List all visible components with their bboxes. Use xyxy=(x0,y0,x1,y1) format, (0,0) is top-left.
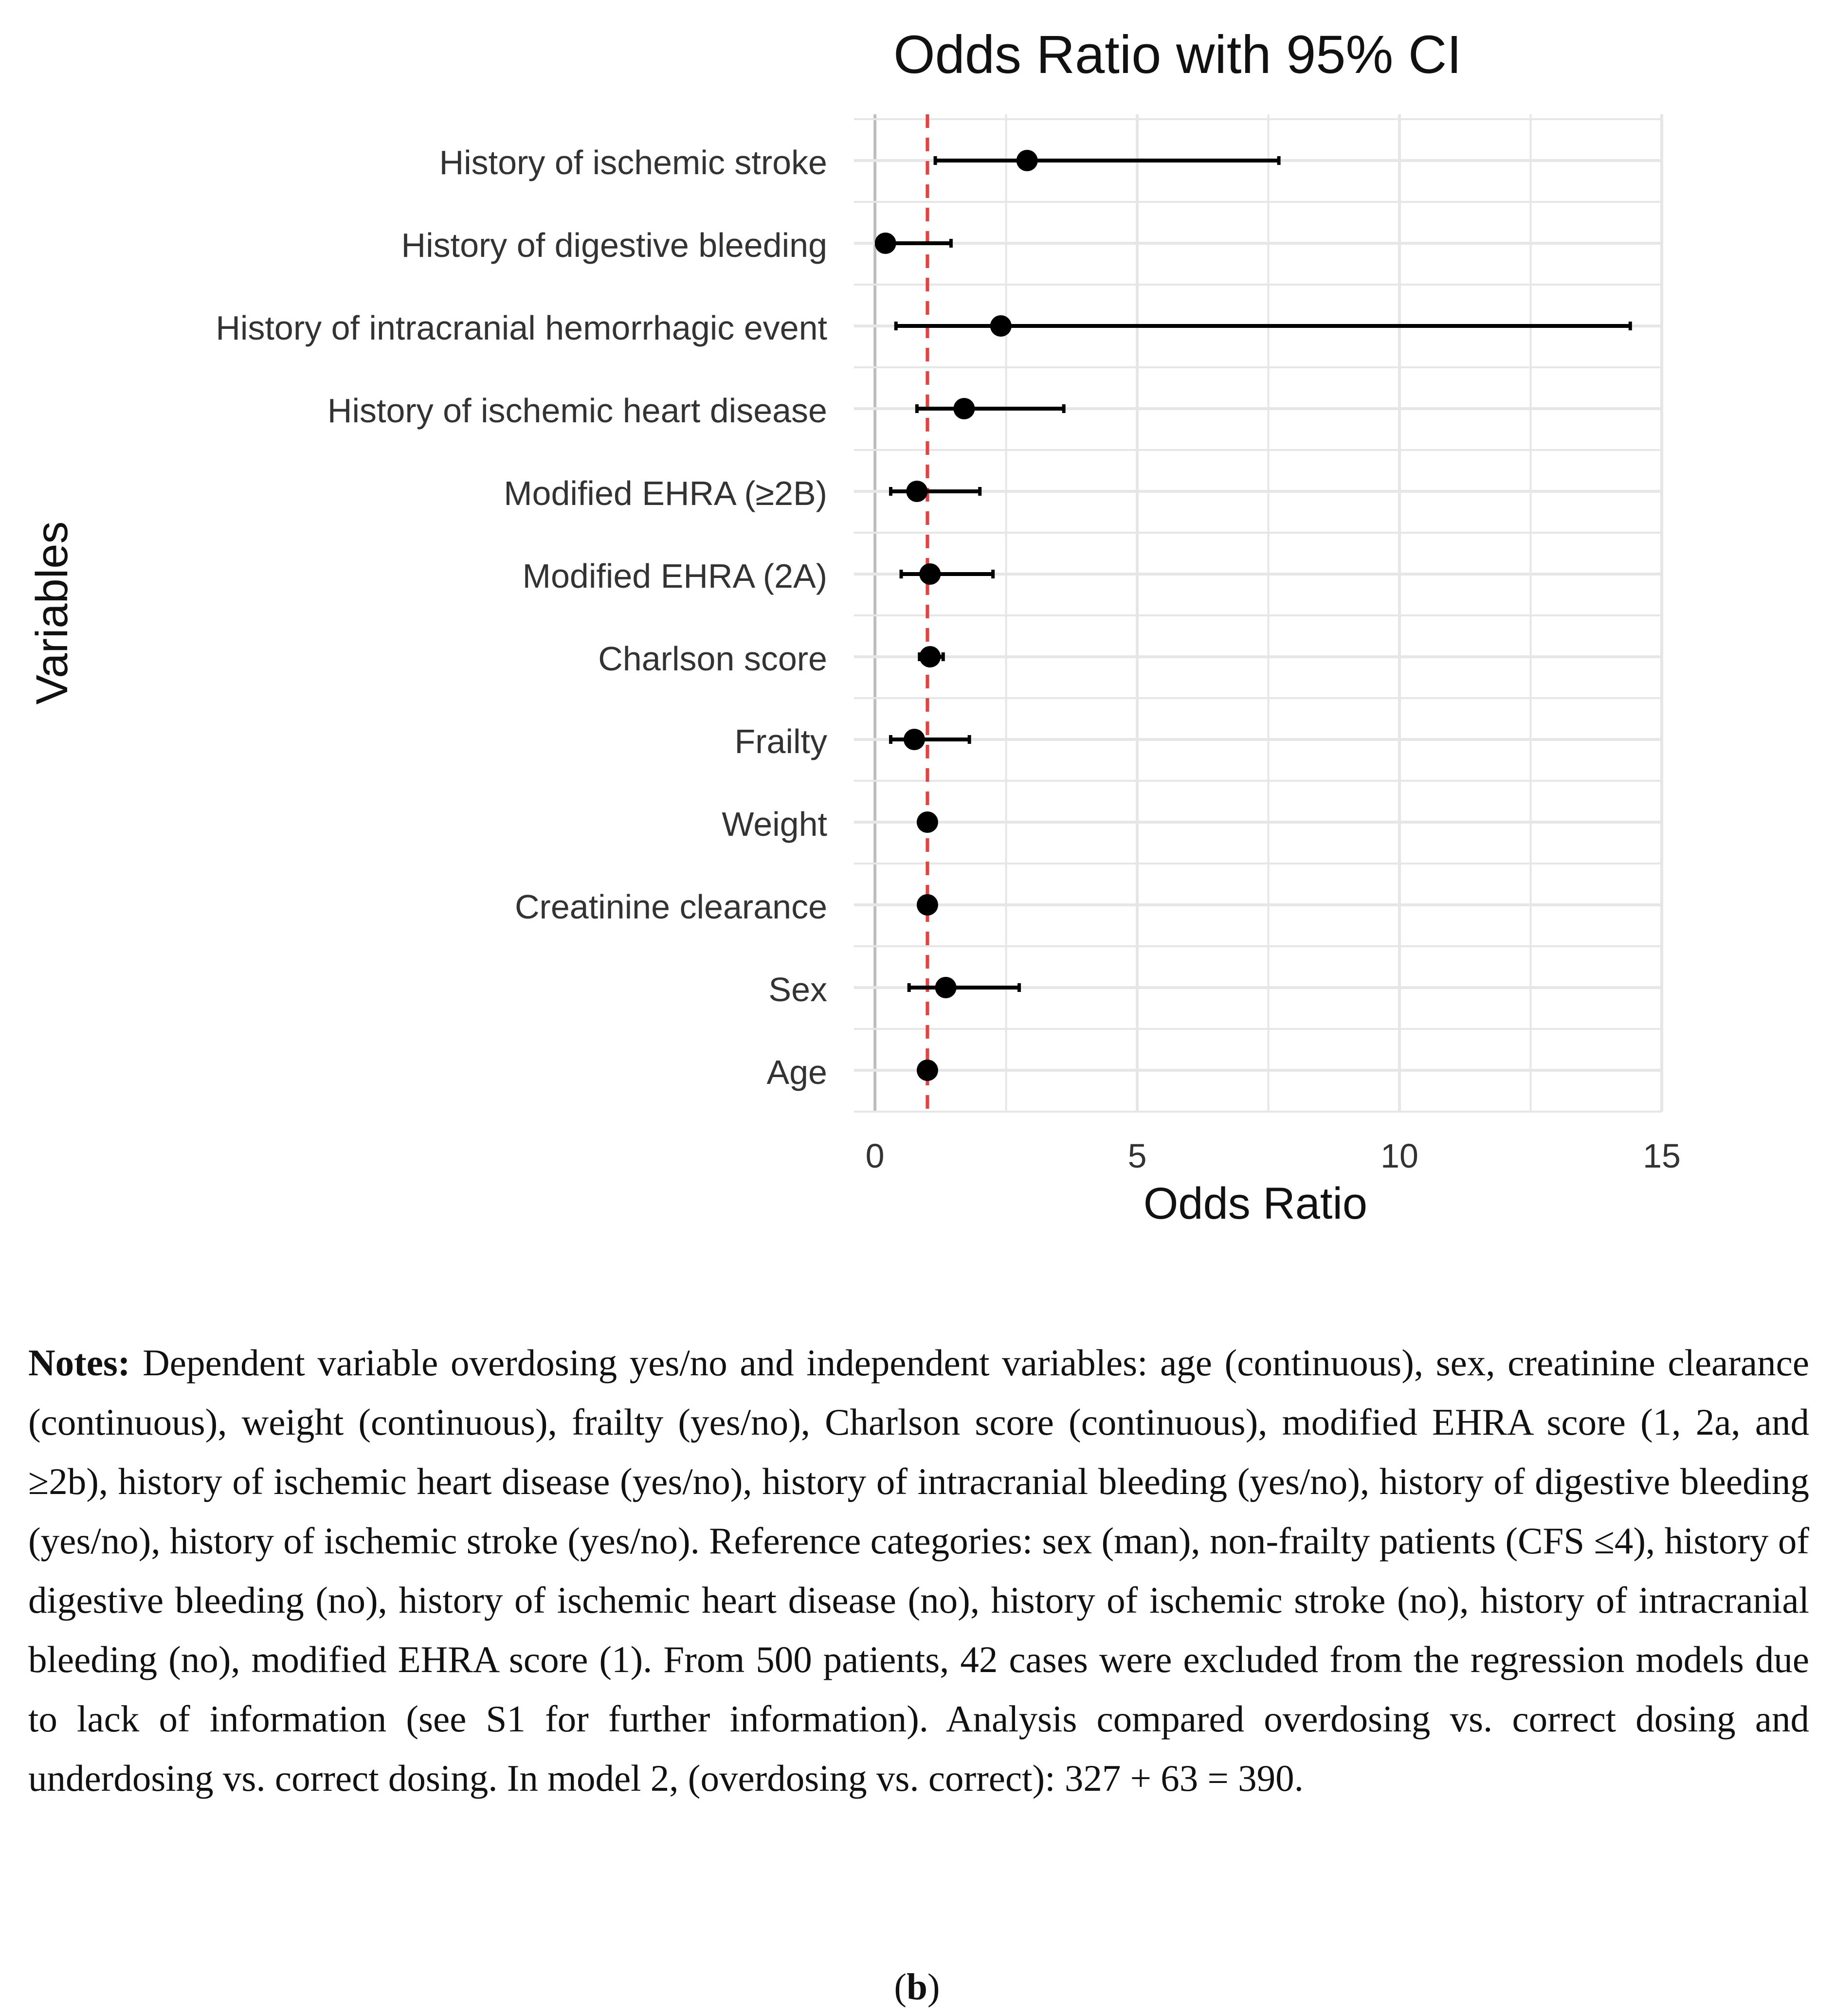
y-tick-label: Creatinine clearance xyxy=(514,888,827,926)
y-tick-label: History of ischemic stroke xyxy=(439,144,827,181)
odds-ratio-point xyxy=(917,1060,938,1081)
x-tick-label: 10 xyxy=(1380,1137,1418,1175)
y-tick-label: Frailty xyxy=(734,722,827,760)
y-tick-label: Charlson score xyxy=(598,640,827,678)
odds-ratio-point xyxy=(875,233,896,254)
panel-label-close: ) xyxy=(927,1966,940,2008)
y-tick-label: Age xyxy=(766,1053,827,1091)
y-tick-label: Modified EHRA (≥2B) xyxy=(504,474,827,512)
odds-ratio-point xyxy=(904,729,925,750)
y-axis-title: Variables xyxy=(27,521,77,705)
odds-ratio-point xyxy=(935,977,957,998)
odds-ratio-point xyxy=(906,481,927,502)
notes-text: Dependent variable overdosing yes/no and independent variables: age (continuous), sex, creatinine clearance (continuous), weight (continuous), frailty (yes/no), Charlson score (continuous), modified EHRA score (1, 2a, and ≥2b), history of ischemic heart disease (yes/no), history of intracranial bleeding (yes/no), history of digestive bleeding (yes/no), history of ischemic stroke (yes/no). Reference categories: sex (man), non-frailty patients (CFS ≤4), history of digestive bleeding (no), history of ischemic heart disease (no), history of ischemic stroke (no), history of intracranial bleeding (no), modified EHRA score (1). From 500 patients, 42 cases were excluded from the regression models due to lack of information (see S1 for further information). Analysis compared overdosing vs. correct dosing and underdosing vs. correct dosing. In model 2, (overdosing vs. correct): 327 + 63 = 390. xyxy=(28,1342,1809,1799)
y-tick-label: Weight xyxy=(722,805,827,843)
notes-heading: Notes: xyxy=(28,1342,130,1384)
axis-labels xyxy=(216,144,1681,1175)
odds-ratio-point xyxy=(917,811,938,833)
odds-ratio-point xyxy=(917,894,938,916)
y-tick-label: History of ischemic heart disease xyxy=(327,392,827,430)
panel-label-open: ( xyxy=(894,1966,907,2008)
x-tick-label: 0 xyxy=(865,1137,885,1175)
figure-notes xyxy=(28,1333,1809,1808)
grid xyxy=(854,114,1662,1112)
y-tick-label: Sex xyxy=(768,971,827,1008)
chart-title: Odds Ratio with 95% CI xyxy=(893,25,1462,85)
odds-ratio-point xyxy=(1017,150,1038,171)
odds-ratio-point xyxy=(919,563,941,585)
y-tick-label: History of intracranial hemorrhagic event xyxy=(216,309,827,347)
odds-ratio-point xyxy=(953,398,975,419)
y-tick-label: History of digestive bleeding xyxy=(401,226,827,264)
panel-label-letter: b xyxy=(907,1966,927,2008)
x-tick-label: 15 xyxy=(1643,1137,1681,1175)
x-tick-label: 5 xyxy=(1127,1137,1147,1175)
odds-ratio-point xyxy=(919,646,941,667)
odds-ratio-point xyxy=(990,315,1012,337)
y-tick-label: Modified EHRA (2A) xyxy=(522,557,827,595)
panel-label xyxy=(0,1965,1834,2009)
x-axis-title: Odds Ratio xyxy=(1143,1179,1368,1228)
